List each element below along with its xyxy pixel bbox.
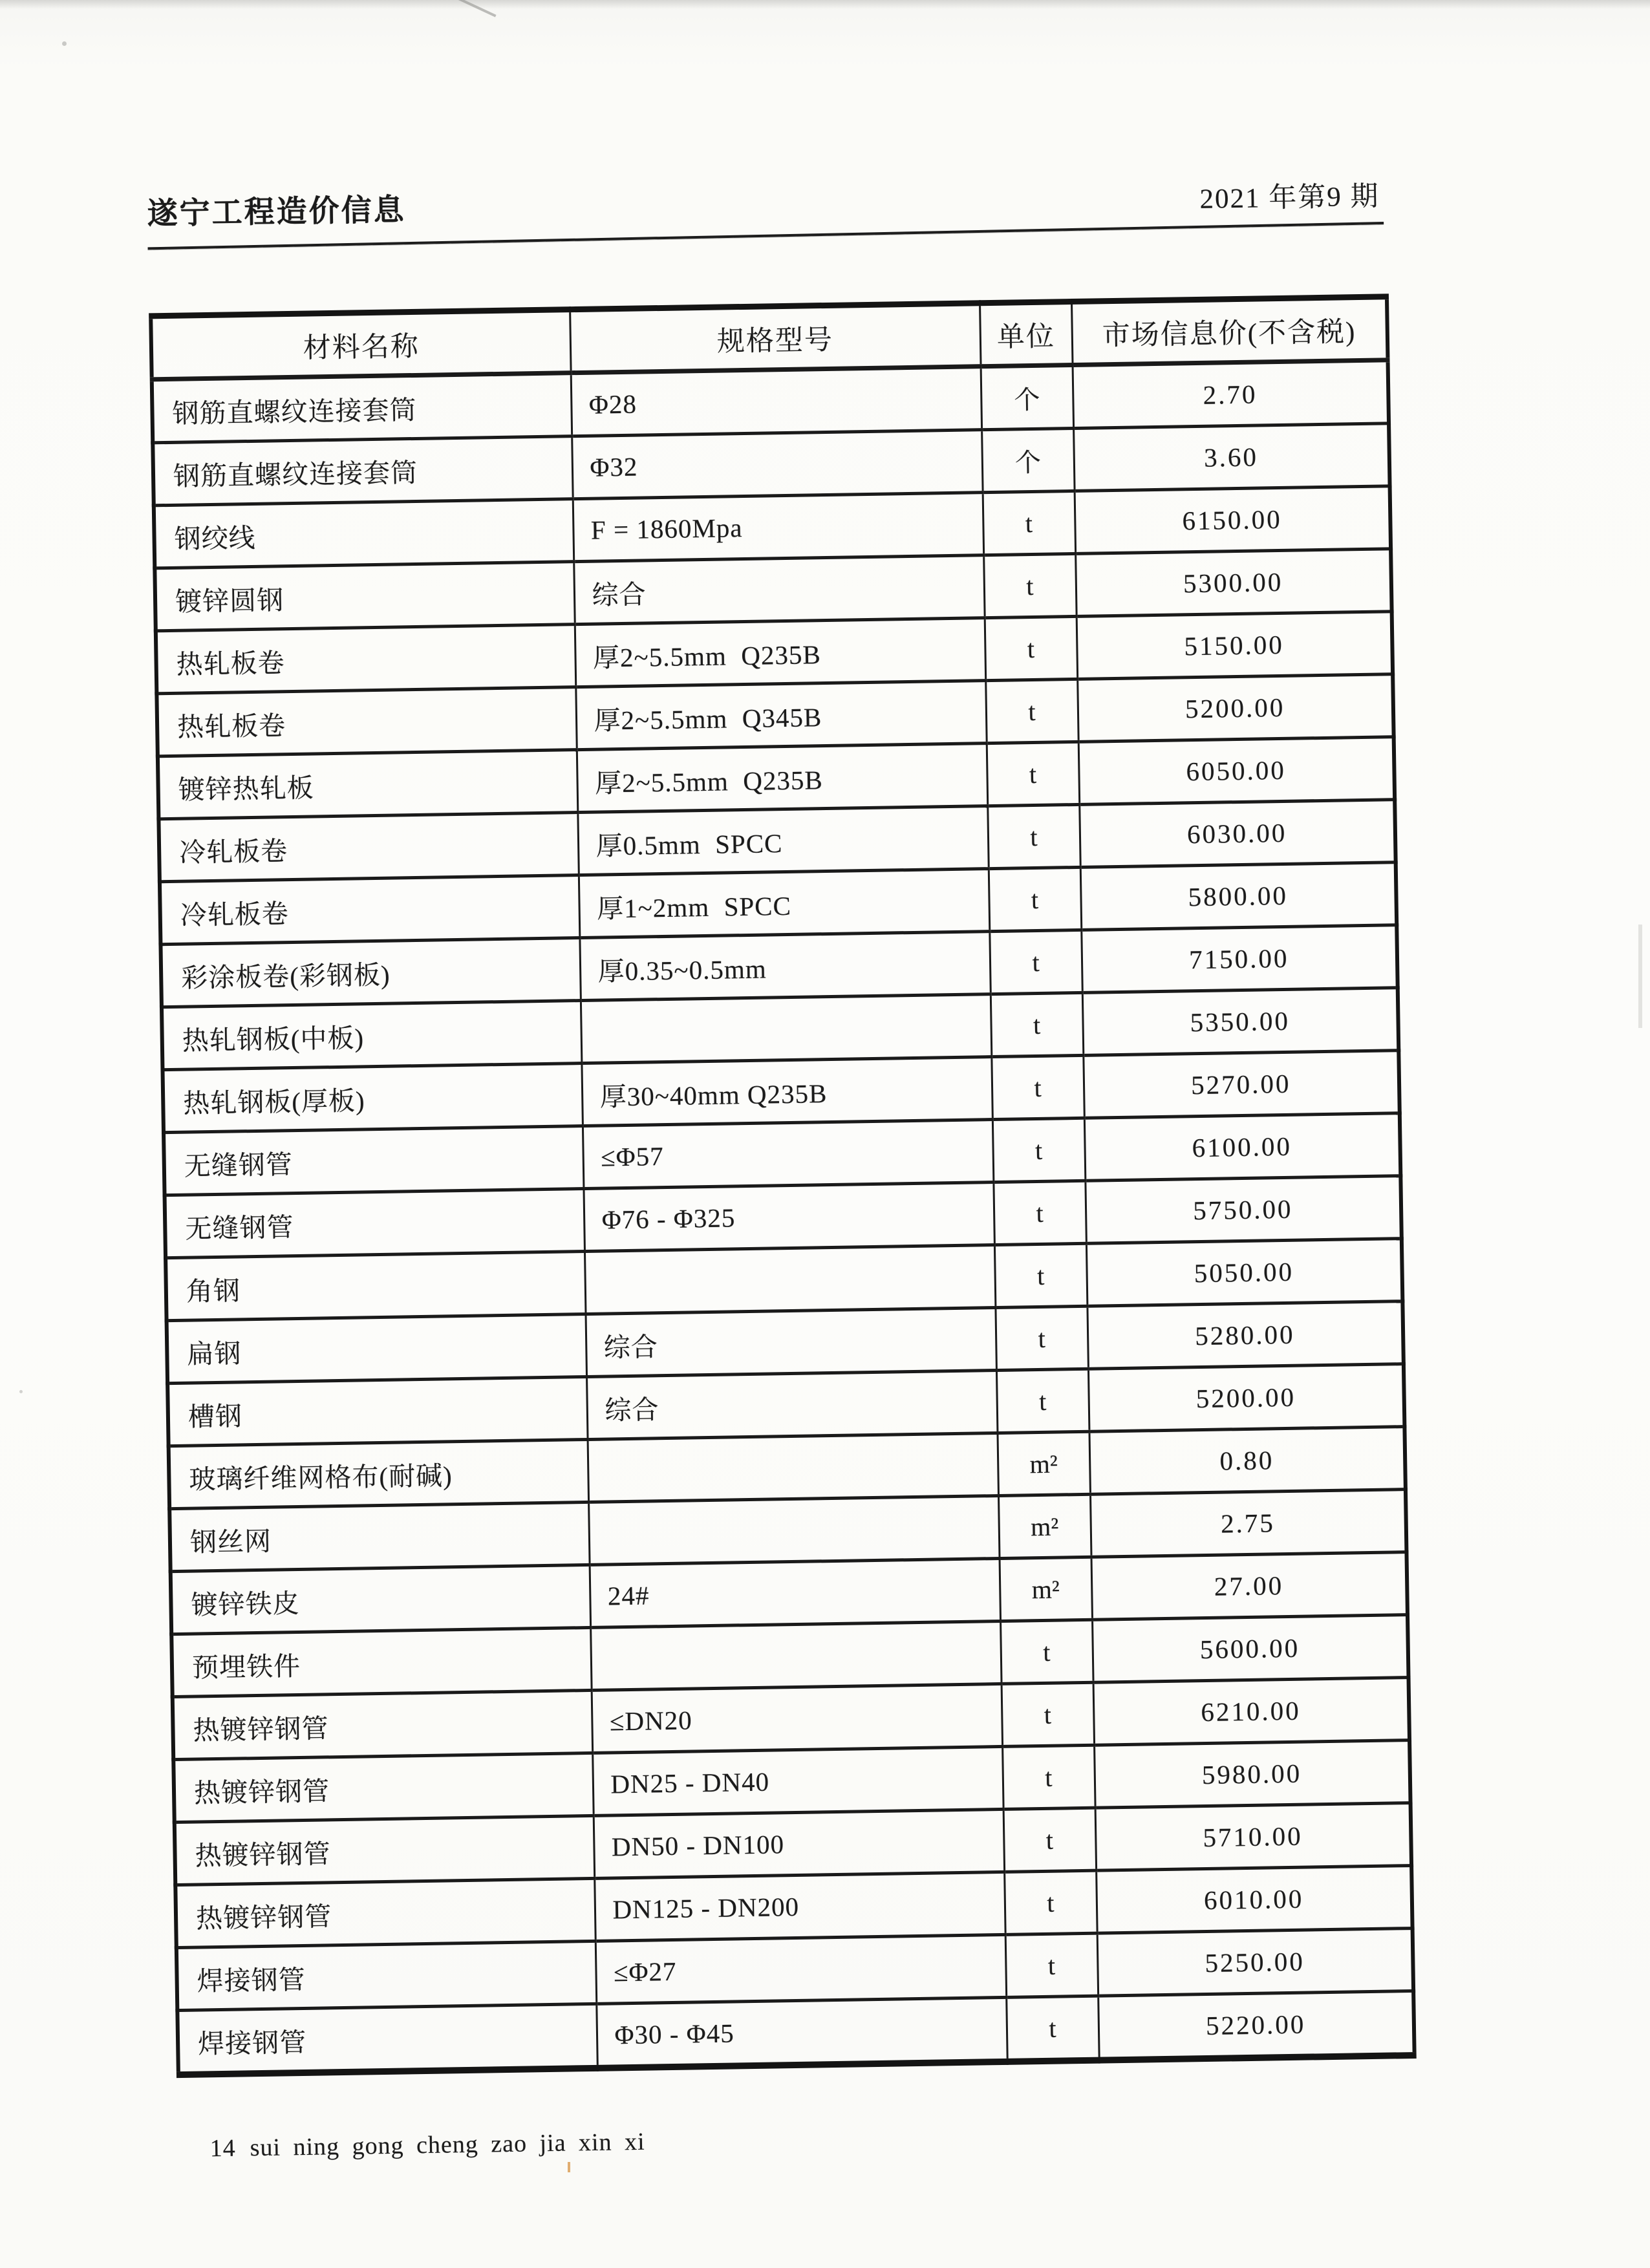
unit-cell: t	[992, 1118, 1086, 1182]
unit-cell: t	[991, 992, 1084, 1056]
price-cell: 5350.00	[1082, 988, 1398, 1056]
unit-cell: t	[1002, 1682, 1095, 1746]
price-cell: 5200.00	[1088, 1364, 1404, 1432]
material-name-cell: 角钢	[166, 1252, 585, 1321]
material-name-cell: 槽钢	[167, 1376, 587, 1446]
material-name-cell: 热轧钢板(中板)	[162, 1001, 581, 1070]
unit-cell: t	[989, 930, 1082, 994]
specification-cell	[581, 994, 991, 1064]
specification-cell: 厚2~5.5mm Q235B	[577, 744, 987, 813]
unit-cell: m²	[998, 1494, 1091, 1558]
unit-cell: t	[989, 867, 1082, 931]
material-name-cell: 玻璃纤维网格布(耐碱)	[169, 1439, 588, 1508]
price-cell: 7150.00	[1081, 925, 1397, 993]
column-header-market-price: 市场信息价(不含税)	[1071, 297, 1388, 365]
column-header-unit: 单位	[980, 301, 1073, 366]
material-name-cell: 彩涂板卷(彩钢板)	[160, 938, 580, 1007]
material-name-cell: 钢筋直螺纹连接套筒	[152, 373, 572, 443]
unit-cell: t	[985, 616, 1078, 680]
material-name-cell: 无缝钢管	[164, 1126, 583, 1195]
material-name-cell: 钢丝网	[169, 1502, 589, 1571]
price-cell: 5980.00	[1094, 1740, 1410, 1808]
unit-cell: 个	[981, 428, 1075, 492]
specification-cell: 24#	[590, 1558, 1000, 1627]
footer-pinyin-text: sui ning gong cheng zao jia xin xi	[250, 2128, 645, 2162]
specification-cell: 综合	[586, 1371, 997, 1440]
material-name-cell: 焊接钢管	[177, 1941, 596, 2010]
specification-cell: 厚2~5.5mm Q235B	[575, 618, 985, 687]
unit-cell: t	[996, 1369, 1089, 1433]
unit-cell: t	[993, 1181, 1086, 1245]
material-name-cell: 钢绞线	[154, 499, 573, 568]
specification-cell	[590, 1621, 1001, 1690]
price-cell: 5300.00	[1075, 549, 1391, 617]
specification-cell: 厚0.35~0.5mm	[579, 932, 990, 1001]
publication-title: 遂宁工程造价信息	[147, 193, 407, 231]
price-cell: 5150.00	[1077, 612, 1393, 679]
scan-artifact	[62, 41, 67, 46]
material-name-cell: 扁钢	[167, 1314, 586, 1383]
specification-cell: F = 1860Mpa	[573, 493, 983, 562]
scan-artifact	[1638, 925, 1642, 1028]
unit-cell: t	[994, 1243, 1088, 1307]
column-header-specification: 规格型号	[570, 303, 980, 373]
specification-cell: 综合	[586, 1308, 996, 1377]
unit-cell: t	[1003, 1808, 1097, 1872]
specification-cell: DN50 - DN100	[594, 1809, 1004, 1878]
unit-cell: t	[983, 491, 1076, 555]
specification-cell: 厚1~2mm SPCC	[579, 869, 989, 938]
price-cell: 5710.00	[1095, 1803, 1411, 1871]
price-cell: 2.75	[1090, 1490, 1406, 1557]
specification-cell: DN25 - DN40	[592, 1746, 1003, 1815]
specification-cell: 综合	[573, 555, 984, 625]
material-name-cell: 热镀锌钢管	[173, 1690, 592, 1759]
price-cell: 3.60	[1073, 423, 1389, 491]
unit-cell: t	[1000, 1620, 1093, 1684]
price-cell: 27.00	[1091, 1552, 1408, 1620]
specification-cell: ≤DN20	[592, 1684, 1002, 1753]
price-cell: 2.70	[1073, 360, 1389, 429]
specification-cell: Φ32	[572, 430, 982, 499]
specification-cell: ≤Φ57	[583, 1120, 993, 1189]
specification-cell: DN125 - DN200	[594, 1872, 1005, 1941]
material-name-cell: 镀锌圆钢	[155, 562, 574, 631]
column-header-material-name: 材料名称	[151, 310, 570, 380]
price-cell: 5250.00	[1097, 1929, 1413, 1996]
material-name-cell: 热轧板卷	[156, 625, 575, 694]
specification-cell: 厚0.5mm SPCC	[577, 806, 988, 875]
unit-cell: t	[995, 1306, 1088, 1370]
unit-cell: t	[987, 804, 1080, 868]
unit-cell: t	[987, 742, 1080, 806]
material-name-cell: 镀锌铁皮	[171, 1565, 590, 1634]
specification-cell: Φ28	[571, 367, 981, 436]
page-footer	[177, 2115, 1413, 2163]
specification-cell: 厚2~5.5mm Q345B	[575, 681, 986, 750]
price-cell: 6030.00	[1079, 800, 1395, 868]
price-cell: 5280.00	[1087, 1301, 1403, 1369]
material-name-cell: 热镀锌钢管	[175, 1815, 594, 1885]
unit-cell: t	[983, 553, 1077, 617]
page-number: 14	[209, 2134, 237, 2163]
price-cell: 0.80	[1089, 1427, 1405, 1495]
scan-artifact	[568, 2162, 570, 2172]
specification-cell	[588, 1433, 998, 1503]
price-cell: 5270.00	[1083, 1051, 1399, 1118]
price-cell: 6100.00	[1084, 1113, 1400, 1181]
specification-cell: Φ76 - Φ325	[583, 1182, 994, 1252]
material-name-cell: 冷轧板卷	[158, 813, 578, 882]
price-cell: 5750.00	[1085, 1176, 1401, 1244]
unit-cell: m²	[997, 1431, 1090, 1495]
price-cell: 5200.00	[1077, 674, 1393, 742]
material-name-cell: 热镀锌钢管	[175, 1878, 595, 1947]
printed-content	[144, 0, 1414, 2163]
material-name-cell: 钢筋直螺纹连接套筒	[153, 436, 572, 506]
unit-cell: 个	[981, 365, 1074, 429]
unit-cell: m²	[1000, 1557, 1093, 1621]
material-name-cell: 热轧板卷	[156, 687, 576, 756]
specification-cell: ≤Φ27	[595, 1934, 1006, 2004]
material-name-cell: 热镀锌钢管	[173, 1753, 593, 1822]
material-name-cell: 预埋铁件	[171, 1627, 591, 1696]
unit-cell: t	[985, 679, 1078, 743]
specification-cell	[584, 1245, 995, 1314]
price-cell: 5050.00	[1086, 1239, 1402, 1307]
material-name-cell: 无缝钢管	[165, 1189, 584, 1258]
specification-cell	[588, 1496, 999, 1565]
price-cell: 6210.00	[1093, 1678, 1409, 1746]
unit-cell: t	[1005, 1933, 1098, 1997]
price-cell: 5220.00	[1098, 1991, 1415, 2060]
material-name-cell: 焊接钢管	[177, 2004, 597, 2075]
unit-cell: t	[1002, 1745, 1095, 1809]
material-price-table	[149, 294, 1417, 2078]
material-name-cell: 热轧钢板(厚板)	[162, 1064, 582, 1133]
price-table-body	[152, 360, 1415, 2075]
unit-cell: t	[991, 1055, 1084, 1119]
unit-cell: t	[1004, 1870, 1097, 1934]
price-cell: 5800.00	[1080, 862, 1397, 930]
material-name-cell: 冷轧板卷	[160, 875, 579, 945]
issue-label: 2021 年第9 期	[1199, 181, 1380, 215]
price-cell: 5600.00	[1092, 1615, 1408, 1683]
specification-cell: Φ30 - Φ45	[596, 1997, 1007, 2068]
scan-artifact	[19, 1390, 23, 1393]
price-cell: 6010.00	[1096, 1866, 1412, 1934]
unit-cell: t	[1006, 1996, 1099, 2062]
price-cell: 6050.00	[1078, 737, 1395, 805]
price-cell: 6150.00	[1075, 486, 1391, 554]
masthead	[144, 0, 1384, 233]
material-name-cell: 镀锌热轧板	[158, 750, 577, 819]
specification-cell: 厚30~40mm Q235B	[581, 1057, 992, 1126]
